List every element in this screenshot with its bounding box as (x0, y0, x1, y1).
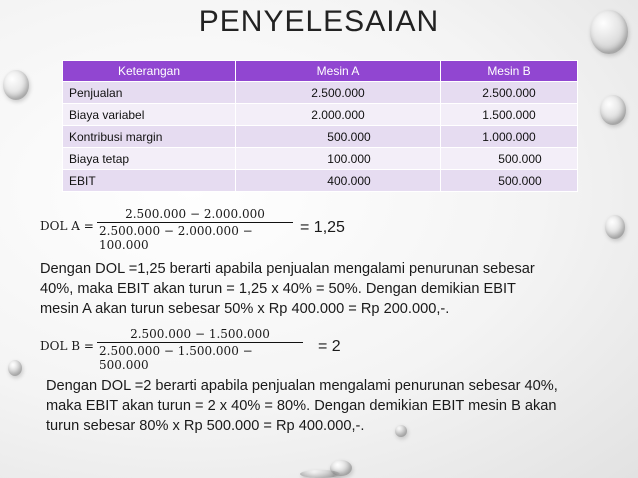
table-cell: 1.000.000 (441, 126, 578, 148)
table-cell: 2.500.000 (441, 82, 578, 104)
table-cell: 500.000 (441, 148, 578, 170)
column-header: Mesin B (441, 61, 578, 82)
table-cell: 1.500.000 (441, 104, 578, 126)
formula-fraction (97, 327, 303, 372)
table-cell: 500.000 (441, 170, 578, 192)
table-row (63, 82, 578, 104)
table-row (63, 148, 578, 170)
formula-fraction (97, 207, 293, 252)
table-row (63, 170, 578, 192)
formula-result: = 1,25 (300, 219, 345, 236)
text-line: Dengan DOL =2 berarti apabila penjualan mengalami penurunan sebesar 40%, (46, 378, 558, 394)
explanation-paragraph (46, 376, 558, 436)
table-cell: 400.000 (236, 170, 441, 192)
formula-numerator: 2.500.000 − 2.000.000 (125, 207, 265, 221)
formula-label: DOL B = (40, 339, 94, 353)
column-header: Keterangan (63, 61, 236, 82)
text-line: turun sebesar 80% x Rp 500.000 = Rp 400.000,-. (46, 418, 365, 434)
table-cell: Penjualan (63, 82, 236, 104)
column-header: Mesin A (236, 61, 441, 82)
water-drop-decoration (600, 95, 626, 125)
water-drop-decoration (605, 215, 625, 239)
formula-numerator: 2.500.000 − 1.500.000 (130, 327, 270, 341)
table-header-row (63, 61, 578, 82)
water-drop-decoration (8, 360, 22, 376)
table-cell: 500.000 (236, 126, 441, 148)
table-cell: EBIT (63, 170, 236, 192)
table-cell: Kontribusi margin (63, 126, 236, 148)
table-row (63, 126, 578, 148)
page-title: PENYELESAIAN (198, 5, 440, 38)
text-line: mesin A akan turun sebesar 50% x Rp 400.000 = Rp 200.000,-. (40, 301, 450, 317)
table-cell: Biaya tetap (63, 148, 236, 170)
text-line: maka EBIT akan turun = 2 x 40% = 80%. Dengan demikian EBIT mesin B akan (46, 398, 557, 414)
formula-dol-a (40, 206, 300, 252)
formula-label: DOL A = (40, 219, 94, 233)
formula-dol-b (40, 326, 310, 372)
table-cell: 2.500.000 (236, 82, 441, 104)
data-table (62, 60, 578, 192)
text-line: 40%, maka EBIT akan turun = 1,25 x 40% = 50%. Dengan demikian EBIT (40, 281, 516, 297)
water-drop-decoration (3, 70, 29, 100)
formula-denominator: 2.500.000 − 2.000.000 − 100.000 (99, 224, 253, 252)
text-line: Dengan DOL =1,25 berarti apabila penjualan mengalami penurunan sebesar (40, 261, 535, 277)
formula-result: = 2 (318, 338, 341, 355)
formula-denominator: 2.500.000 − 1.500.000 − 500.000 (99, 344, 253, 372)
table-cell: Biaya variabel (63, 104, 236, 126)
table-row (63, 104, 578, 126)
table-cell: 100.000 (236, 148, 441, 170)
water-drop-decoration (300, 470, 340, 478)
explanation-paragraph (40, 259, 535, 319)
table-cell: 2.000.000 (236, 104, 441, 126)
